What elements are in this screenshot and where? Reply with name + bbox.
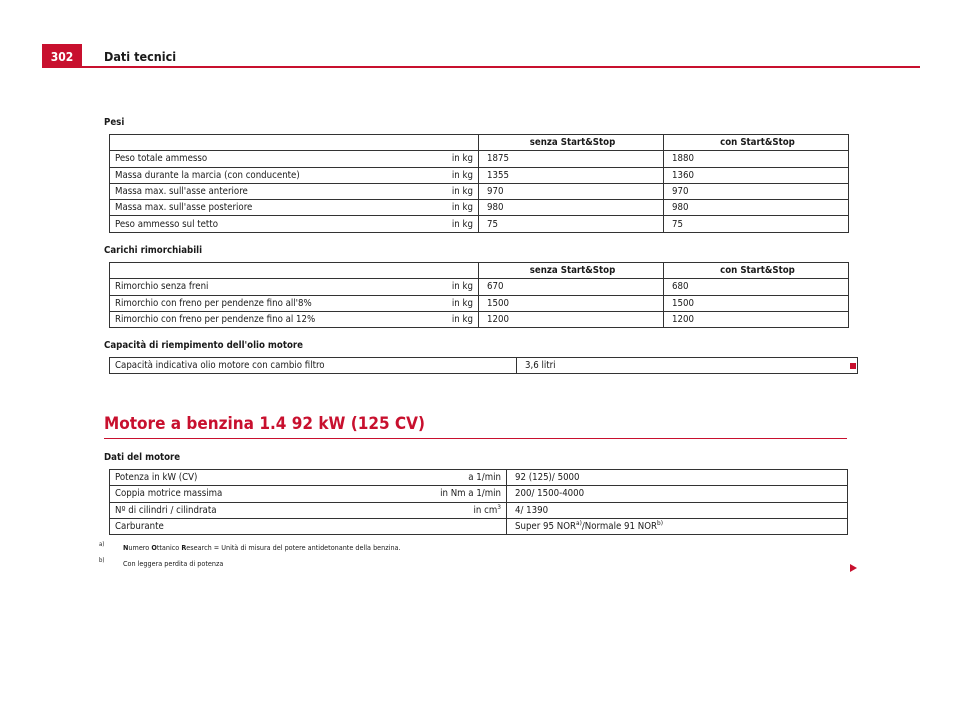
footnote-mark: b) <box>99 557 105 564</box>
next-page-arrow-icon[interactable] <box>850 564 857 572</box>
section-end-marker <box>850 363 856 369</box>
header-with-startstop: con Start&Stop <box>664 263 849 279</box>
row-value: 200/ 1500-4000 <box>507 486 848 502</box>
row-description: Peso ammesso sul tetto <box>110 216 411 232</box>
row-description: Peso totale ammesso <box>110 151 411 167</box>
row-unit: in kg <box>410 311 479 327</box>
row-value <box>507 518 848 534</box>
engine-table <box>109 469 848 535</box>
row-value-1: 970 <box>479 183 664 199</box>
trailers-table <box>109 262 849 328</box>
row-value-1: 75 <box>479 216 664 232</box>
row-value-1: 1355 <box>479 167 664 183</box>
header-blank-cell <box>110 263 479 279</box>
row-value: 4/ 1390 <box>507 502 848 518</box>
header-blank-cell <box>110 135 479 151</box>
row-value-2: 75 <box>664 216 849 232</box>
row-value-2: 1500 <box>664 295 849 311</box>
table-row <box>110 502 848 518</box>
row-value-1: 1500 <box>479 295 664 311</box>
row-description: Carburante <box>110 518 401 534</box>
chapter-title: Dati tecnici <box>104 49 177 64</box>
row-description: Massa durante la marcia (con conducente) <box>110 167 411 183</box>
row-value: 92 (125)/ 5000 <box>507 470 848 486</box>
row-unit: in kg <box>410 295 479 311</box>
unit-superscript: 3 <box>497 502 501 511</box>
row-description: Rimorchio con freno per pendenze fino al 12% <box>110 311 411 327</box>
row-description: Rimorchio senza freni <box>110 279 411 295</box>
table-row <box>110 295 849 311</box>
table-row <box>110 358 858 374</box>
row-unit: in kg <box>410 200 479 216</box>
table-header-row <box>110 263 849 279</box>
fuel-alternative: /Normale 91 NOR <box>581 521 658 533</box>
row-value-2: 1200 <box>664 311 849 327</box>
row-unit: in Nm a 1/min <box>400 486 507 502</box>
row-unit <box>400 502 507 518</box>
row-unit: in kg <box>410 167 479 183</box>
section-title: Motore a benzina 1.4 92 kW (125 CV) <box>104 414 425 434</box>
row-description: Potenza in kW (CV) <box>110 470 401 486</box>
row-unit: in kg <box>410 183 479 199</box>
row-description: Massa max. sull'asse anteriore <box>110 183 411 199</box>
weights-table <box>109 134 849 233</box>
footnote-b <box>99 559 223 568</box>
table-row <box>110 486 848 502</box>
row-description: Nº di cilindri / cilindrata <box>110 502 401 518</box>
header-rule <box>42 66 920 68</box>
footnote-bold-n: N <box>123 543 129 552</box>
header-without-startstop: senza Start&Stop <box>479 135 664 151</box>
footnote-ref-a[interactable]: a) <box>576 518 582 527</box>
footnote-mark: a) <box>99 541 105 548</box>
footnote-bold-r: R <box>181 543 187 552</box>
header-with-startstop: con Start&Stop <box>664 135 849 151</box>
row-unit: in kg <box>410 151 479 167</box>
footnote-bold-o: O <box>151 543 157 552</box>
footnote-text: Con leggera perdita di potenza <box>123 559 224 568</box>
footnote-text: umero <box>128 543 152 552</box>
engine-data-label: Dati del motore <box>104 452 181 463</box>
row-unit <box>400 518 507 534</box>
table-row <box>110 470 848 486</box>
row-description: Massa max. sull'asse posteriore <box>110 200 411 216</box>
row-value-2: 970 <box>664 183 849 199</box>
row-value-2: 1880 <box>664 151 849 167</box>
row-value-2: 980 <box>664 200 849 216</box>
header-without-startstop: senza Start&Stop <box>479 263 664 279</box>
oil-table <box>109 357 858 374</box>
row-unit: in kg <box>410 279 479 295</box>
unit-text: in cm <box>473 504 498 516</box>
row-description: Capacità indicativa olio motore con cambio filtro <box>110 358 517 374</box>
table-row <box>110 200 849 216</box>
row-value-1: 670 <box>479 279 664 295</box>
row-unit: a 1/min <box>400 470 507 486</box>
table-row <box>110 151 849 167</box>
row-value-2: 1360 <box>664 167 849 183</box>
page-header <box>42 44 920 68</box>
row-value-1: 1875 <box>479 151 664 167</box>
footnote-text: ttanico <box>156 543 182 552</box>
table-row <box>110 167 849 183</box>
table-header-row <box>110 135 849 151</box>
row-unit: in kg <box>410 216 479 232</box>
row-description: Coppia motrice massima <box>110 486 401 502</box>
row-value: 3,6 litri <box>517 358 858 374</box>
row-value-2: 680 <box>664 279 849 295</box>
footnote-text: esearch = Unità di misura del potere antidetonante della benzina. <box>186 543 401 552</box>
row-value-1: 1200 <box>479 311 664 327</box>
page-number: 302 <box>42 44 82 67</box>
weights-label: Pesi <box>104 117 125 128</box>
oil-label: Capacità di riempimento dell'olio motore <box>104 340 304 351</box>
footnote-a <box>99 543 401 552</box>
section-rule <box>104 438 847 439</box>
trailers-label: Carichi rimorchiabili <box>104 245 203 256</box>
table-row <box>110 518 848 534</box>
row-value-1: 980 <box>479 200 664 216</box>
footnote-ref-b[interactable]: b) <box>657 518 664 527</box>
row-description: Rimorchio con freno per pendenze fino all'8% <box>110 295 411 311</box>
table-row <box>110 183 849 199</box>
table-row <box>110 216 849 232</box>
table-row <box>110 311 849 327</box>
fuel-primary: Super 95 NOR <box>515 521 576 533</box>
table-row <box>110 279 849 295</box>
